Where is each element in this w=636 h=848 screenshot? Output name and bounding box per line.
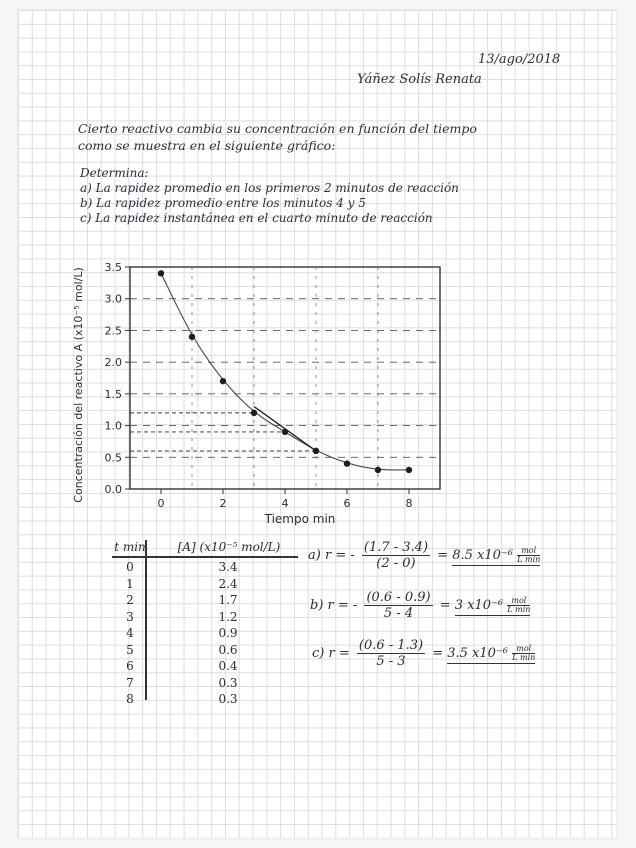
calc-b-equals: =: [439, 598, 451, 613]
table-cell-concentration: 0.3: [218, 675, 238, 690]
calc-b-unit-num: mol: [507, 597, 530, 606]
calc-b-numerator: (0.6 - 0.9): [366, 590, 431, 605]
x-tick-label: 2: [219, 497, 227, 510]
x-tick-label: 8: [405, 497, 413, 510]
table-cell-concentration: 0.6: [218, 642, 238, 657]
calc-a-result: [452, 548, 540, 566]
table-header-rule: [112, 556, 298, 558]
data-point: [158, 270, 164, 276]
x-tick-label: 0: [157, 497, 165, 510]
calc-b-label: b): [310, 598, 324, 613]
calc-c: [312, 638, 535, 669]
calc-a-label: a): [308, 548, 321, 563]
calc-c-value: 3.5 x10⁻⁶: [447, 646, 508, 661]
y-tick-label: 1.5: [104, 387, 122, 401]
data-point: [189, 334, 195, 340]
task-a: a) La rapidez promedio en los primeros 2 minutos de reacción: [80, 181, 459, 195]
table-cell-concentration: 0.9: [218, 626, 238, 640]
task-title: Determina:: [80, 166, 149, 180]
problem-statement: [78, 120, 477, 154]
concentration-chart: [60, 255, 460, 530]
table-cell-time: 6: [126, 659, 134, 673]
table-cell-concentration: 1.2: [218, 609, 238, 624]
calc-a-value: 8.5 x10⁻⁶: [452, 548, 513, 563]
y-tick-label: 2.0: [104, 356, 122, 370]
table-header-concentration: [A] (x10⁻⁵ mol/L): [177, 540, 281, 554]
calc-c-equals: =: [432, 646, 444, 661]
calc-c-result: [447, 646, 535, 664]
table-cell-time: 4: [126, 626, 134, 640]
calc-b: [310, 590, 530, 621]
data-point: [375, 467, 381, 473]
calc-b-fraction: [364, 590, 432, 621]
plot-frame: [130, 267, 440, 489]
table-header-time: t min: [114, 540, 146, 554]
x-tick-label: 4: [281, 497, 289, 510]
date: 13/ago/2018: [478, 52, 561, 67]
intro-line-1: Cierto reactivo cambia su concentración en función del tiempo: [78, 121, 477, 136]
calc-a: [308, 540, 540, 571]
task-b: b) La rapidez promedio entre los minutos 4 y 5: [80, 196, 366, 210]
data-point: [251, 410, 257, 416]
table-cell-time: 1: [126, 576, 134, 591]
x-tick-label: 6: [343, 497, 351, 510]
calc-c-label: c): [312, 646, 325, 661]
calc-a-numerator: (1.7 - 3.4): [363, 540, 429, 555]
y-tick-label: 3.5: [104, 261, 122, 274]
table-cell-concentration: 2.4: [218, 576, 238, 591]
calc-a-unit-num: mol: [517, 547, 540, 556]
y-tick-label: 1.0: [104, 419, 122, 433]
table-cell-time: 2: [126, 593, 134, 607]
intro-line-2: como se muestra en el siguiente gráfico:: [78, 138, 336, 153]
data-point: [282, 429, 288, 435]
data-point: [313, 448, 319, 454]
calc-a-unit: [517, 547, 540, 564]
calc-c-denominator: 5 - 3: [376, 654, 406, 669]
data-point: [406, 467, 412, 473]
y-tick-label: 2.5: [104, 324, 122, 338]
x-axis-label: Tiempo min: [264, 512, 336, 526]
y-axis-label: Concentración del reactivo A (x10⁻⁵ mol/L): [72, 267, 85, 503]
task-list: [80, 166, 459, 226]
calc-b-unit-den: L min: [507, 605, 531, 614]
table-cell-time: 3: [126, 609, 134, 624]
table-cell-time: 8: [126, 692, 134, 706]
table-cell-concentration: 3.4: [218, 560, 238, 574]
calc-c-unit-den: L min: [512, 653, 536, 662]
calc-a-unit-den: L min: [517, 555, 541, 564]
table-cell-time: 7: [126, 675, 134, 690]
calc-a-fraction: [362, 540, 430, 571]
task-c: c) La rapidez instantánea en el cuarto minuto de reacción: [80, 211, 433, 225]
fitted-curve: [161, 273, 409, 470]
calc-a-lhs: r = -: [324, 548, 355, 563]
calc-b-lhs: r = -: [327, 598, 358, 613]
calc-b-unit: [507, 597, 530, 614]
table-cell-concentration: 0.4: [218, 659, 238, 673]
table-cell-time: 5: [126, 642, 134, 657]
calc-c-lhs: r =: [328, 646, 350, 661]
calc-c-numerator: (0.6 - 1.3): [358, 638, 424, 653]
calc-c-unit: [512, 645, 535, 662]
calc-a-equals: =: [437, 548, 449, 563]
calc-b-result: [455, 598, 531, 616]
calc-a-denominator: (2 - 0): [376, 556, 416, 571]
student-name: Yáñez Solís Renata: [357, 72, 482, 87]
data-point: [220, 378, 226, 384]
y-tick-label: 3.0: [104, 292, 122, 306]
calc-b-value: 3 x10⁻⁶: [454, 598, 504, 613]
calc-b-denominator: 5 - 4: [383, 606, 414, 621]
calc-c-unit-num: mol: [512, 645, 535, 654]
y-tick-label: 0.0: [104, 483, 122, 496]
table-cell-concentration: 0.3: [218, 692, 238, 706]
table-cell-concentration: 1.7: [218, 593, 238, 607]
table-cell-time: 0: [126, 560, 134, 574]
data-point: [344, 460, 350, 466]
y-tick-label: 0.5: [104, 451, 122, 465]
calc-c-fraction: [357, 638, 425, 669]
